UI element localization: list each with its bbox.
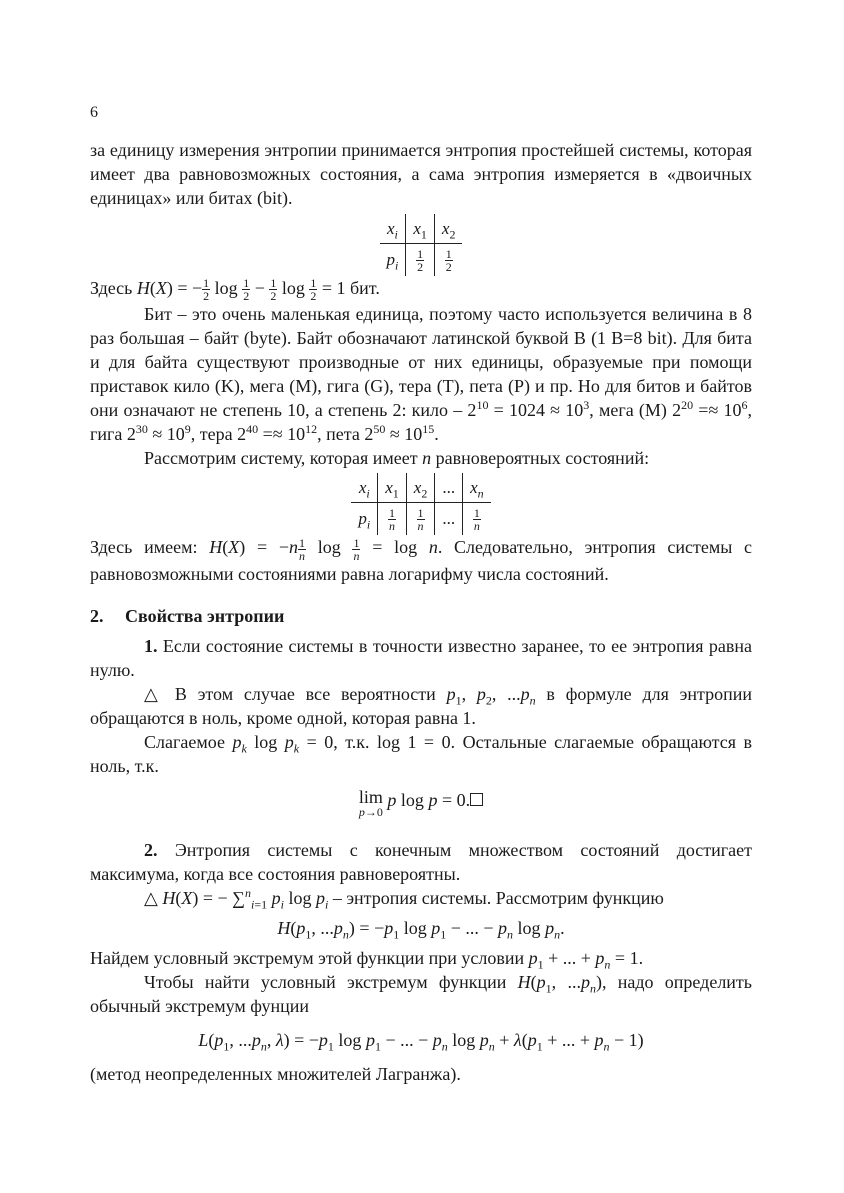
entropy-example: Здесь H(X) = − $\frac{1}{2}$ log $\frac{1}{2}$ − $\frac{1}{2}$ log $\frac{1}{2}$ = 1 бит. (90, 276, 380, 304)
property-2-proof: △ H(X) = − ∑$^n_{i=1}$ $p_i$ $\log p_i$ – энтропия системы. Рассмотрим функцию (144, 885, 664, 912)
cell-x2: $x_2$ (434, 214, 462, 244)
page-body (90, 100, 752, 1086)
page-number: 6 (90, 104, 98, 121)
limit-formula: lim p→0 p log p = 0. (90, 788, 752, 818)
cell-dots: ... (435, 503, 463, 536)
cell-p2: $\frac{1}{n}$ (406, 503, 435, 536)
cell-dots: ... (435, 473, 463, 503)
qed-square-icon (470, 793, 483, 806)
triangle-icon: △ (144, 683, 165, 704)
cell-pi: $p_i$ (380, 244, 406, 277)
triangle-icon: △ (144, 887, 158, 908)
lagrange-formula: $L(p_1$, $...p_n$, $\lambda) = -p_1$ $\log p_1$ − ... − $p_n$ $\log p_n + \lambda(p_1$ + ... + $p_n - 1$) (198, 1029, 644, 1054)
property-1-terms: Слагаемое $p_k$ $\log p_k = 0$, т.к. log 1 = 0. Остальные слагаемые обращаются в ноль, т.к. (90, 731, 753, 776)
function-formula: $H(p_1$, $...p_n) = -p_1$ $\log p_1$ − ... − $p_n$ $\log p_n$. (277, 917, 565, 942)
condition-paragraph: Найдем условный экстремум этой функции при условии $p_1$ + ... + $p_n = 1$. (90, 947, 644, 972)
cell-p1: $\frac{1}{n}$ (378, 503, 407, 536)
lagrange-note: (метод неопределенных множителей Лагранжа). (90, 1063, 461, 1084)
cell-xi: $x_i$ (380, 214, 406, 244)
cell-pn: $\frac{1}{n}$ (473, 506, 480, 534)
cell-x2: $x_2$ (406, 473, 435, 503)
property-1: 1. Если состояние системы в точности известно заранее, то ее энтропия равна нулю. (90, 635, 752, 680)
equiprobable-conclusion: Здесь имеем: H(X) = −n $\frac{1}{n}$ log $\frac{1}{n}$ = log n. Следовательно, энтропия системы с равновозможными состояниями равна логарифму числа состояний. (90, 535, 753, 584)
cell-xi: $x_i$ (351, 473, 377, 503)
table-two-states (380, 214, 463, 276)
extremum-paragraph: Чтобы найти условный экстремум функции $H(p_1$, $...p_n$), надо определить обычный экстремум фунции (90, 971, 753, 1016)
consider-paragraph: Рассмотрим систему, которая имеет n равновероятных состояний: (144, 448, 650, 469)
property-1-proof: △ В этом случае все вероятности $p_1$, $p_2$, $...p_n$ в формуле для энтропии обращаются в ноль, кроме одной, которая равна 1. (90, 683, 752, 728)
cell-x1: $x_1$ (378, 473, 407, 503)
section-heading: 2. Свойства энтропии (90, 605, 285, 626)
property-2: 2. Энтропия системы с конечным множеством состояний достигает максимума, когда все состояния равновероятны. (90, 839, 753, 884)
cell-p1: $\frac{1}{2}$ (406, 244, 435, 277)
bit-paragraph: Бит – это очень маленькая единица, поэтому часто используется величина в 8 раз большая – байт (byte). Байт обозначают латинской буквой B (1 B=8 bit). Для бита и для байта существуют производные от них единицы, образуемые при помощи приставок кило (K), мега (M), гига (G), тера (T), пета (P) и пр. Но для битов и байтов они означают не степень 10, а степень 2: кило – $2^{10} = 1024 \approx 10^3$, мега (M) $2^{20} =\approx 10^6$, гига $2^{30} \approx 10^9$, тера $2^{40} =\approx 10^{12}$, пета $2^{50} \approx 10^{15}$. (90, 304, 753, 445)
cell-pi: $p_i$ (351, 503, 377, 536)
cell-x1: $x_1$ (406, 214, 435, 244)
table-n-states (351, 473, 490, 535)
cell-xn: $x_n$ (463, 473, 491, 503)
intro-paragraph: за единицу измерения энтропии принимается энтропия простейшей системы, которая имеет два равновозможных состояния, а сама энтропия измеряется в «двоичных единицах» или битах (bit). (90, 140, 752, 208)
cell-p2: $\frac{1}{2}$ (445, 246, 452, 274)
